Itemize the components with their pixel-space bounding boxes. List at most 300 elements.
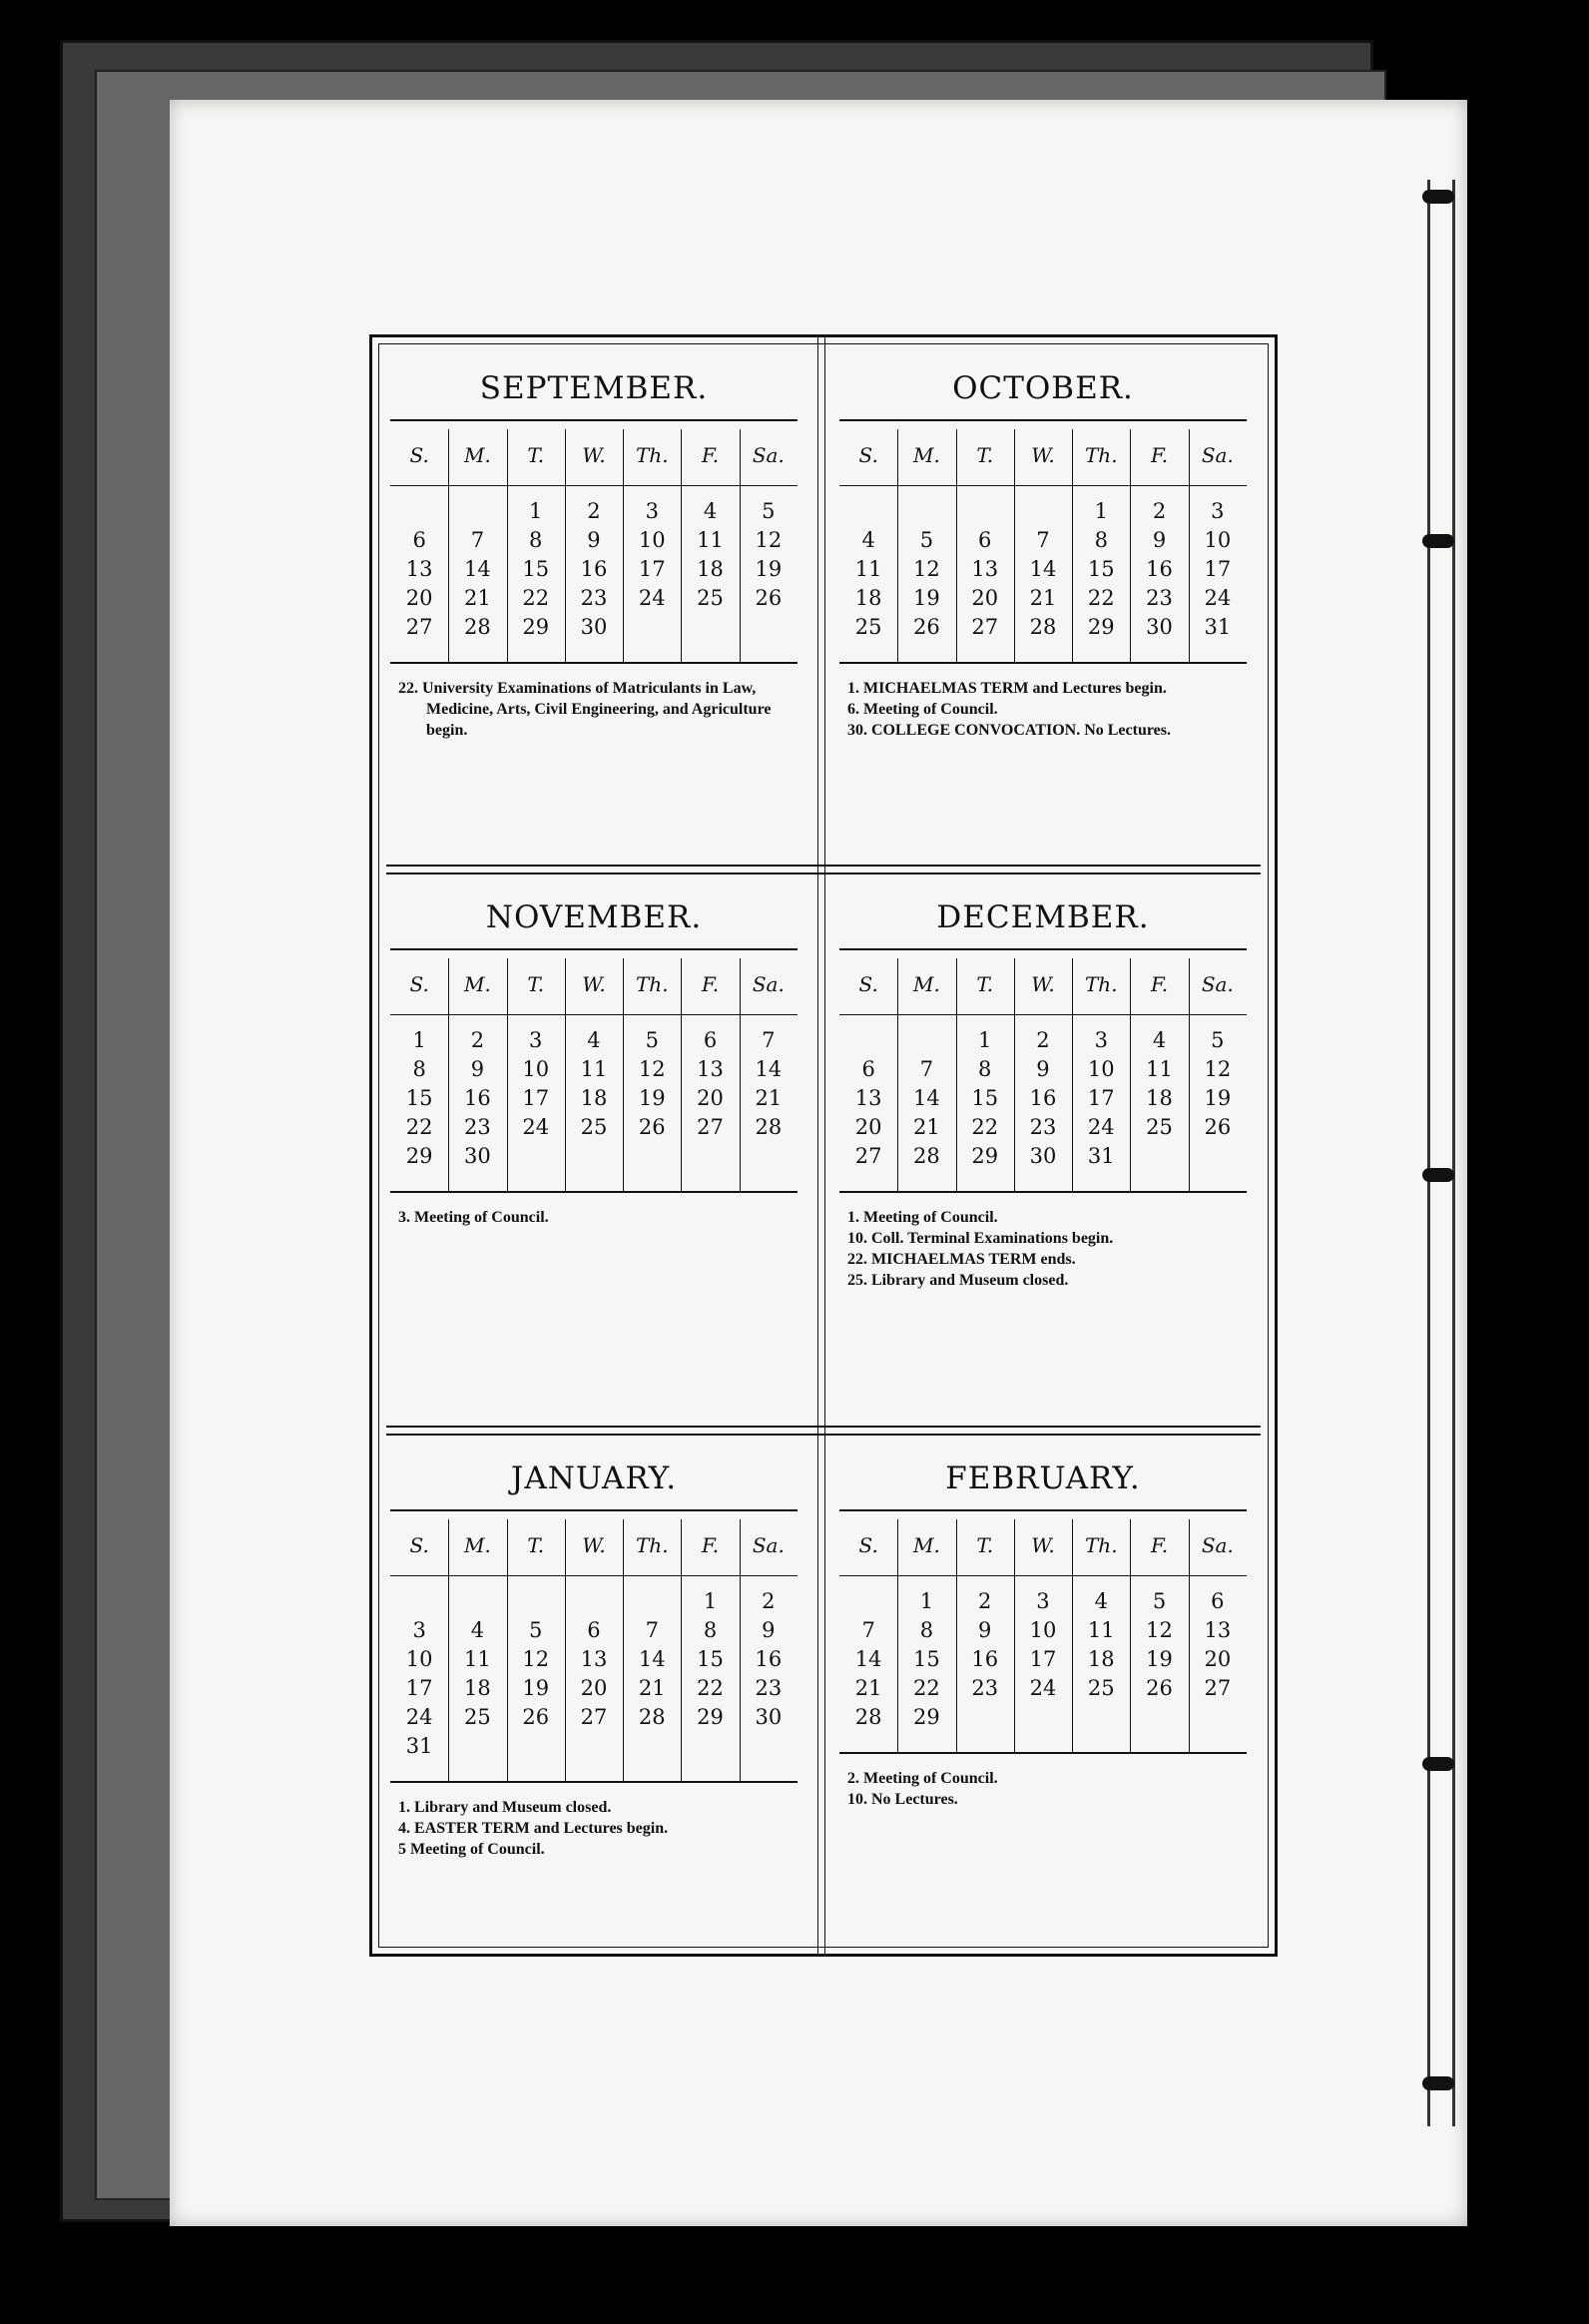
day-number: 17 <box>405 1676 433 1700</box>
weekday-header: Th. <box>635 443 669 467</box>
row-separator <box>386 1426 1261 1436</box>
day-number: 3 <box>412 1618 426 1642</box>
week-row <box>390 1587 797 1616</box>
day-number: 10 <box>1029 1618 1057 1642</box>
weekday-header-row <box>839 1533 1247 1565</box>
academic-calendar <box>369 334 1278 1957</box>
day-number: 17 <box>1087 1086 1115 1110</box>
week-row <box>839 526 1247 555</box>
day-number: 25 <box>697 586 724 610</box>
binding-knot <box>1422 1168 1454 1182</box>
day-number: 28 <box>1029 615 1057 639</box>
day-number: 10 <box>405 1647 433 1671</box>
day-number: 10 <box>1087 1057 1115 1081</box>
weekday-header: M. <box>913 443 940 467</box>
day-number: 8 <box>978 1057 992 1081</box>
day-number <box>897 497 955 526</box>
day-number <box>507 1587 565 1616</box>
day-number <box>565 1142 623 1171</box>
weekday-header: S. <box>858 443 878 467</box>
weekday-header: Th. <box>1084 972 1118 996</box>
day-number: 9 <box>587 528 601 552</box>
day-number: 11 <box>854 557 882 581</box>
week-row <box>390 1142 797 1171</box>
day-number: 14 <box>913 1086 940 1110</box>
day-number: 30 <box>464 1144 491 1168</box>
day-number: 23 <box>464 1115 491 1139</box>
day-number: 11 <box>697 528 724 552</box>
day-number: 22 <box>522 586 550 610</box>
day-number: 3 <box>645 499 659 523</box>
day-number: 1 <box>412 1028 426 1052</box>
day-number: 11 <box>1146 1057 1173 1081</box>
day-number: 12 <box>522 1647 550 1671</box>
day-number: 28 <box>638 1705 666 1729</box>
day-number: 24 <box>1029 1676 1057 1700</box>
day-number: 29 <box>522 615 550 639</box>
day-number: 4 <box>1094 1589 1108 1613</box>
day-number: 23 <box>1146 586 1173 610</box>
day-number <box>1189 1703 1247 1732</box>
day-number <box>623 613 681 642</box>
day-number: 27 <box>697 1115 724 1139</box>
day-number: 7 <box>1036 528 1050 552</box>
day-number: 7 <box>470 528 485 552</box>
day-number: 13 <box>405 557 433 581</box>
day-number: 13 <box>854 1086 882 1110</box>
week-row <box>390 613 797 642</box>
day-number: 6 <box>412 528 426 552</box>
day-number <box>623 1587 681 1616</box>
day-number: 10 <box>522 1057 550 1081</box>
binding-knot <box>1422 534 1454 548</box>
day-number <box>623 1732 681 1761</box>
note-item: 10. No Lectures. <box>847 1791 958 1808</box>
week-row <box>839 1616 1247 1645</box>
day-number: 25 <box>1087 1676 1115 1700</box>
day-number: 5 <box>762 499 776 523</box>
weekday-header: S. <box>409 443 429 467</box>
day-number: 3 <box>1036 1589 1050 1613</box>
week-row <box>390 526 797 555</box>
month-title: FEBRUARY. <box>839 1448 1247 1511</box>
day-number: 30 <box>1029 1144 1057 1168</box>
day-number: 7 <box>861 1618 875 1642</box>
weekday-header: W. <box>582 1533 606 1557</box>
day-number: 10 <box>638 528 666 552</box>
day-number: 19 <box>755 557 783 581</box>
month-title: DECEMBER. <box>839 886 1247 950</box>
day-number: 19 <box>522 1676 550 1700</box>
day-grid <box>839 429 1247 664</box>
header-rule <box>839 1014 1247 1015</box>
day-number: 5 <box>1152 1589 1167 1613</box>
day-number: 18 <box>1087 1647 1115 1671</box>
day-number: 12 <box>755 528 783 552</box>
day-number: 2 <box>470 1028 485 1052</box>
day-number: 5 <box>645 1028 659 1052</box>
day-number: 22 <box>971 1115 999 1139</box>
day-number: 19 <box>913 586 940 610</box>
day-number: 24 <box>1087 1115 1115 1139</box>
day-number: 8 <box>919 1618 934 1642</box>
day-number: 15 <box>697 1647 724 1671</box>
weekday-header: T. <box>976 443 994 467</box>
weekday-header: F. <box>701 972 720 996</box>
month-december <box>833 886 1253 1291</box>
week-row <box>839 497 1247 526</box>
binding-knot <box>1422 1757 1454 1771</box>
day-number: 13 <box>580 1647 608 1671</box>
weekday-header: Sa. <box>1201 443 1234 467</box>
day-number: 29 <box>913 1705 940 1729</box>
weekday-header: Th. <box>1084 1533 1118 1557</box>
day-number: 7 <box>919 1057 934 1081</box>
day-number <box>448 1732 506 1761</box>
day-number: 15 <box>405 1086 433 1110</box>
note-item: 3. Meeting of Council. <box>398 1209 549 1226</box>
month-title: JANUARY. <box>390 1448 797 1511</box>
header-rule <box>839 1575 1247 1576</box>
day-number: 28 <box>464 615 491 639</box>
row-separator <box>386 865 1261 874</box>
day-number: 7 <box>762 1028 776 1052</box>
weekday-header: W. <box>1031 1533 1055 1557</box>
day-number: 4 <box>1152 1028 1167 1052</box>
day-number: 6 <box>703 1028 718 1052</box>
day-number <box>839 1587 897 1616</box>
day-grid <box>390 1519 797 1783</box>
weekday-header: F. <box>701 1533 720 1557</box>
weekday-header: S. <box>409 1533 429 1557</box>
day-number <box>507 1732 565 1761</box>
column-divider <box>817 337 825 1954</box>
day-number: 11 <box>580 1057 608 1081</box>
day-number <box>390 1587 448 1616</box>
note-item: 5 Meeting of Council. <box>398 1841 545 1858</box>
weekday-header: W. <box>582 443 606 467</box>
week-row <box>390 1703 797 1732</box>
day-number <box>740 613 797 642</box>
day-number: 12 <box>638 1057 666 1081</box>
day-number: 23 <box>580 586 608 610</box>
day-number: 29 <box>1087 615 1115 639</box>
day-number: 29 <box>697 1705 724 1729</box>
weekday-header: S. <box>409 972 429 996</box>
weekday-header-row <box>839 443 1247 475</box>
note-item: 10. Coll. Terminal Examinations begin. <box>847 1230 1114 1247</box>
day-number <box>1130 1703 1188 1732</box>
day-number <box>681 613 739 642</box>
weekday-header: T. <box>976 972 994 996</box>
day-number: 25 <box>580 1115 608 1139</box>
week-row <box>390 584 797 613</box>
week-row <box>839 584 1247 613</box>
week-row <box>839 1645 1247 1674</box>
day-number <box>448 1587 506 1616</box>
weekday-header: Sa. <box>1201 1533 1234 1557</box>
week-row <box>839 1026 1247 1055</box>
month-notes <box>398 678 790 741</box>
weekday-header: W. <box>582 972 606 996</box>
week-row <box>839 1142 1247 1171</box>
weekday-header: T. <box>527 443 545 467</box>
day-number <box>1189 1142 1247 1171</box>
month-notes <box>847 1207 1239 1291</box>
week-row <box>390 1645 797 1674</box>
day-number: 21 <box>913 1115 940 1139</box>
weekday-header: Sa. <box>752 443 785 467</box>
day-number: 5 <box>919 528 934 552</box>
day-number <box>956 497 1014 526</box>
day-number: 15 <box>1087 557 1115 581</box>
day-number <box>681 1732 739 1761</box>
weekday-header-row <box>390 443 797 475</box>
weekday-header-row <box>839 972 1247 1004</box>
weekday-header: M. <box>464 1533 491 1557</box>
note-item: 6. Meeting of Council. <box>847 701 998 718</box>
day-number <box>956 1703 1014 1732</box>
day-number: 16 <box>464 1086 491 1110</box>
week-row <box>390 1113 797 1142</box>
note-item: 1. Meeting of Council. <box>847 1209 998 1226</box>
day-number: 17 <box>638 557 666 581</box>
day-number: 26 <box>1146 1676 1173 1700</box>
weekday-header-row <box>390 1533 797 1565</box>
month-september <box>384 357 803 741</box>
day-number: 29 <box>405 1144 433 1168</box>
day-number: 30 <box>755 1705 783 1729</box>
day-number <box>390 497 448 526</box>
month-notes <box>398 1797 790 1860</box>
month-title: NOVEMBER. <box>390 886 797 950</box>
day-number: 14 <box>638 1647 666 1671</box>
day-number: 16 <box>1029 1086 1057 1110</box>
month-title: SEPTEMBER. <box>390 357 797 421</box>
day-number: 9 <box>1152 528 1167 552</box>
day-number: 4 <box>703 499 718 523</box>
day-number: 16 <box>580 557 608 581</box>
day-number: 19 <box>1146 1647 1173 1671</box>
day-number: 21 <box>755 1086 783 1110</box>
header-rule <box>839 485 1247 486</box>
header-rule <box>390 1575 797 1576</box>
day-number: 24 <box>405 1705 433 1729</box>
day-number <box>681 1142 739 1171</box>
day-number: 14 <box>854 1647 882 1671</box>
day-number: 20 <box>854 1115 882 1139</box>
day-number <box>565 1587 623 1616</box>
weekday-header: T. <box>976 1533 994 1557</box>
day-number <box>565 1732 623 1761</box>
day-number: 24 <box>522 1115 550 1139</box>
day-number: 22 <box>1087 586 1115 610</box>
note-item: 22. University Examinations of Matriculants in Law, Medicine, Arts, Civil Engineering, and Agriculture begin. <box>398 680 772 739</box>
day-number: 1 <box>978 1028 992 1052</box>
day-number: 13 <box>1204 1618 1232 1642</box>
day-number: 2 <box>1036 1028 1050 1052</box>
day-number: 27 <box>1204 1676 1232 1700</box>
day-number: 4 <box>470 1618 485 1642</box>
day-number: 8 <box>1094 528 1108 552</box>
day-number: 27 <box>580 1705 608 1729</box>
day-number: 10 <box>1204 528 1232 552</box>
day-number: 8 <box>703 1618 718 1642</box>
day-number: 21 <box>854 1676 882 1700</box>
day-number: 24 <box>638 586 666 610</box>
week-row <box>839 1084 1247 1113</box>
day-number: 1 <box>919 1589 934 1613</box>
day-number: 1 <box>529 499 543 523</box>
day-number: 27 <box>405 615 433 639</box>
day-number: 31 <box>1087 1144 1115 1168</box>
day-number: 25 <box>464 1705 491 1729</box>
day-number: 18 <box>1146 1086 1173 1110</box>
month-title: OCTOBER. <box>839 357 1247 421</box>
day-number: 18 <box>697 557 724 581</box>
day-number: 15 <box>522 557 550 581</box>
day-number: 17 <box>1029 1647 1057 1671</box>
day-number <box>740 1142 797 1171</box>
day-number: 16 <box>1146 557 1173 581</box>
day-number: 26 <box>522 1705 550 1729</box>
day-number: 26 <box>638 1115 666 1139</box>
week-row <box>390 555 797 584</box>
weekday-header: Th. <box>1084 443 1118 467</box>
weekday-header: S. <box>858 972 878 996</box>
day-number: 23 <box>1029 1115 1057 1139</box>
day-number: 14 <box>1029 557 1057 581</box>
day-number <box>1130 1142 1188 1171</box>
day-number: 20 <box>1204 1647 1232 1671</box>
day-number: 31 <box>405 1734 433 1758</box>
binding-knot <box>1422 190 1454 204</box>
day-number: 22 <box>697 1676 724 1700</box>
week-row <box>390 1616 797 1645</box>
note-item: 1. MICHAELMAS TERM and Lectures begin. <box>847 680 1167 697</box>
day-number: 19 <box>638 1086 666 1110</box>
weekday-header: T. <box>527 1533 545 1557</box>
day-number: 6 <box>861 1057 875 1081</box>
day-number: 2 <box>978 1589 992 1613</box>
day-number: 21 <box>638 1676 666 1700</box>
weekday-header: Th. <box>635 972 669 996</box>
week-row <box>390 1732 797 1761</box>
day-number: 9 <box>1036 1057 1050 1081</box>
note-item: 22. MICHAELMAS TERM ends. <box>847 1251 1076 1268</box>
day-number: 8 <box>529 528 543 552</box>
day-number: 29 <box>971 1144 999 1168</box>
day-number: 27 <box>971 615 999 639</box>
day-number: 2 <box>1152 499 1167 523</box>
weekday-header: W. <box>1031 972 1055 996</box>
day-number <box>507 1142 565 1171</box>
note-item: 4. EASTER TERM and Lectures begin. <box>398 1820 669 1837</box>
day-number: 9 <box>762 1618 776 1642</box>
day-number: 9 <box>470 1057 485 1081</box>
weekday-header: Sa. <box>1201 972 1234 996</box>
day-number: 11 <box>464 1647 491 1671</box>
month-notes <box>847 678 1239 741</box>
day-number <box>1014 497 1072 526</box>
day-number: 3 <box>1094 1028 1108 1052</box>
day-number: 28 <box>854 1705 882 1729</box>
day-number: 18 <box>580 1086 608 1110</box>
weekday-header: M. <box>464 443 491 467</box>
month-february <box>833 1448 1253 1810</box>
weekday-header: M. <box>464 972 491 996</box>
note-item: 25. Library and Museum closed. <box>847 1272 1069 1289</box>
day-number: 8 <box>412 1057 426 1081</box>
day-number: 27 <box>854 1144 882 1168</box>
day-number: 13 <box>697 1057 724 1081</box>
month-notes <box>847 1768 1239 1810</box>
week-row <box>839 555 1247 584</box>
weekday-header: Sa. <box>752 972 785 996</box>
day-number <box>623 1142 681 1171</box>
day-number <box>1072 1703 1130 1732</box>
day-grid <box>390 958 797 1193</box>
week-row <box>839 1055 1247 1084</box>
day-number: 3 <box>529 1028 543 1052</box>
day-number: 11 <box>1087 1618 1115 1642</box>
day-number: 2 <box>587 499 601 523</box>
day-number: 22 <box>913 1676 940 1700</box>
day-number: 7 <box>645 1618 659 1642</box>
day-number: 12 <box>913 557 940 581</box>
day-number: 6 <box>1211 1589 1225 1613</box>
day-number: 21 <box>1029 586 1057 610</box>
day-number: 4 <box>587 1028 601 1052</box>
month-november <box>384 886 803 1228</box>
day-number: 5 <box>529 1618 543 1642</box>
day-number: 1 <box>1094 499 1108 523</box>
day-number: 21 <box>464 586 491 610</box>
weekday-header: M. <box>913 972 940 996</box>
day-number: 20 <box>580 1676 608 1700</box>
note-item: 30. COLLEGE CONVOCATION. No Lectures. <box>847 722 1171 739</box>
week-row <box>390 1084 797 1113</box>
day-number: 30 <box>580 615 608 639</box>
day-number: 13 <box>971 557 999 581</box>
day-number: 15 <box>971 1086 999 1110</box>
day-grid <box>390 429 797 664</box>
day-number: 24 <box>1204 586 1232 610</box>
weekday-header: W. <box>1031 443 1055 467</box>
week-row <box>390 1674 797 1703</box>
day-number <box>740 1732 797 1761</box>
day-number: 9 <box>978 1618 992 1642</box>
day-number <box>1014 1703 1072 1732</box>
day-grid <box>839 958 1247 1193</box>
day-number <box>897 1026 955 1055</box>
day-number: 1 <box>703 1589 718 1613</box>
week-row <box>390 1026 797 1055</box>
day-number: 25 <box>1146 1115 1173 1139</box>
day-number: 2 <box>762 1589 776 1613</box>
day-number: 28 <box>755 1115 783 1139</box>
day-number: 28 <box>913 1144 940 1168</box>
note-item: 1. Library and Museum closed. <box>398 1799 612 1816</box>
day-grid <box>839 1519 1247 1754</box>
week-row <box>839 1587 1247 1616</box>
week-row <box>839 1113 1247 1142</box>
week-row <box>839 1703 1247 1732</box>
day-number: 15 <box>913 1647 940 1671</box>
weekday-header: F. <box>1150 972 1169 996</box>
day-number: 18 <box>464 1676 491 1700</box>
day-number: 31 <box>1204 615 1232 639</box>
